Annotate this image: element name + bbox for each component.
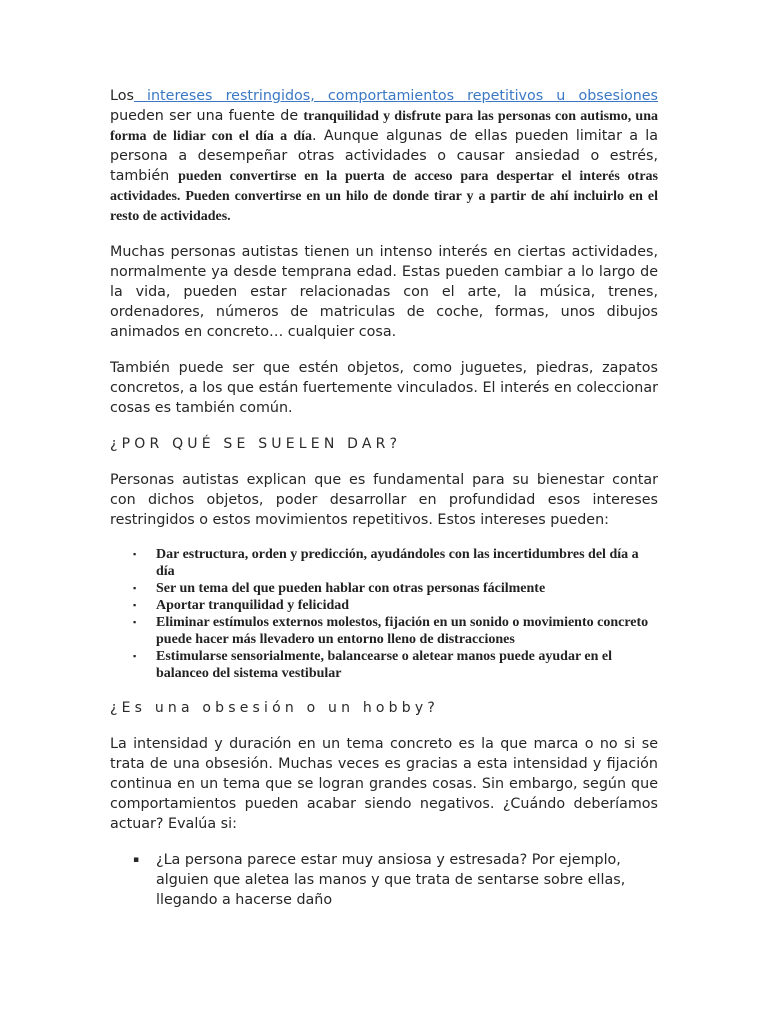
objects-paragraph: También puede ser que estén objetos, como juguetes, piedras, zapatos concretos, a los que están fuertemente vinculados. El interés en coleccionar cosas es también común. xyxy=(110,360,658,416)
list-item: ▪ Estimularse sensorialmente, balancearse o aletear manos puede ayudar en el balanceo del sistema vestibular xyxy=(133,649,613,681)
intro-after-bold: . Aunque algunas de ellas pueden limitar a la persona a desempeñar otras actividades o causar ansiedad o estrés, también xyxy=(110,128,658,184)
evaluation-paragraph: La intensidad y duración en un tema concreto es la que marca o no si se trata de una obsesión. Muchas veces es gracias a esta intensidad y fijación continua en un tema que se logran grandes cosas. Sin embargo, según que comportamientos pueden acabar siendo negativos. ¿Cuándo deberíamos actuar? Evalúa si: xyxy=(110,736,658,832)
bullet-icon: ▪ xyxy=(133,549,137,559)
intro-bold-1: tranquilidad y disfrute para las personas con autismo, una forma de lidiar con el día a día xyxy=(110,109,658,144)
list-item: ▪ Eliminar estímulos externos molestos, fijación en un sonido o movimiento concreto puede hacer más llevadero un entorno lleno de distracciones xyxy=(133,615,649,647)
intro-paragraph xyxy=(110,86,658,226)
questions-list xyxy=(110,850,658,910)
reasons-list xyxy=(110,546,658,682)
explanation-paragraph: Personas autistas explican que es fundamental para su bienestar contar con dichos objetos, poder desarrollar en profundidad esos intereses restringidos o estos movimientos repetitivos. Estos intereses pueden: xyxy=(110,472,658,528)
section-heading-why: ¿POR QUÉ SE SUELEN DAR? xyxy=(110,436,402,452)
intro-bold-2: pueden convertirse en la puerta de acceso para despertar el interés otras actividades. Pueden convertirse en un hilo de donde tirar y a partir de ahí incluirlo en el resto de actividades. xyxy=(110,169,658,224)
section-heading-obsession: ¿Es una obsesión o un hobby? xyxy=(110,700,439,716)
list-item: ▪ Dar estructura, orden y predicción, ayudándoles con las incertidumbres del día a día xyxy=(133,547,639,579)
intereses-link[interactable]: intereses restringidos, comportamientos repetitivos u obsesiones xyxy=(133,88,658,104)
bullet-icon: ▪ xyxy=(133,855,140,865)
list-item: ▪ ¿La persona parece estar muy ansiosa y estresada? Por ejemplo, alguien que aletea las manos y que trata de sentarse sobre ellas, llegando a hacerse daño xyxy=(133,852,626,908)
bullet-icon: ▪ xyxy=(133,651,137,661)
document-page xyxy=(110,86,658,910)
bullet-icon: ▪ xyxy=(133,617,137,627)
list-item: ▪ Ser un tema del que pueden hablar con otras personas fácilmente xyxy=(133,581,546,596)
bullet-icon: ▪ xyxy=(133,600,137,610)
intro-lead: Los xyxy=(110,88,134,104)
intro-middle: pueden ser una fuente de xyxy=(110,108,304,124)
interests-paragraph: Muchas personas autistas tienen un intenso interés en ciertas actividades, normalmente ya desde temprana edad. Estas pueden cambiar a lo largo de la vida, pueden estar relacionadas con el arte, la música, trenes, ordenadores, números de matriculas de coche, formas, unos dibujos animados en concreto… cualquier cosa. xyxy=(110,244,658,340)
list-item: ▪ Aportar tranquilidad y felicidad xyxy=(133,598,350,613)
bullet-icon: ▪ xyxy=(133,583,137,593)
